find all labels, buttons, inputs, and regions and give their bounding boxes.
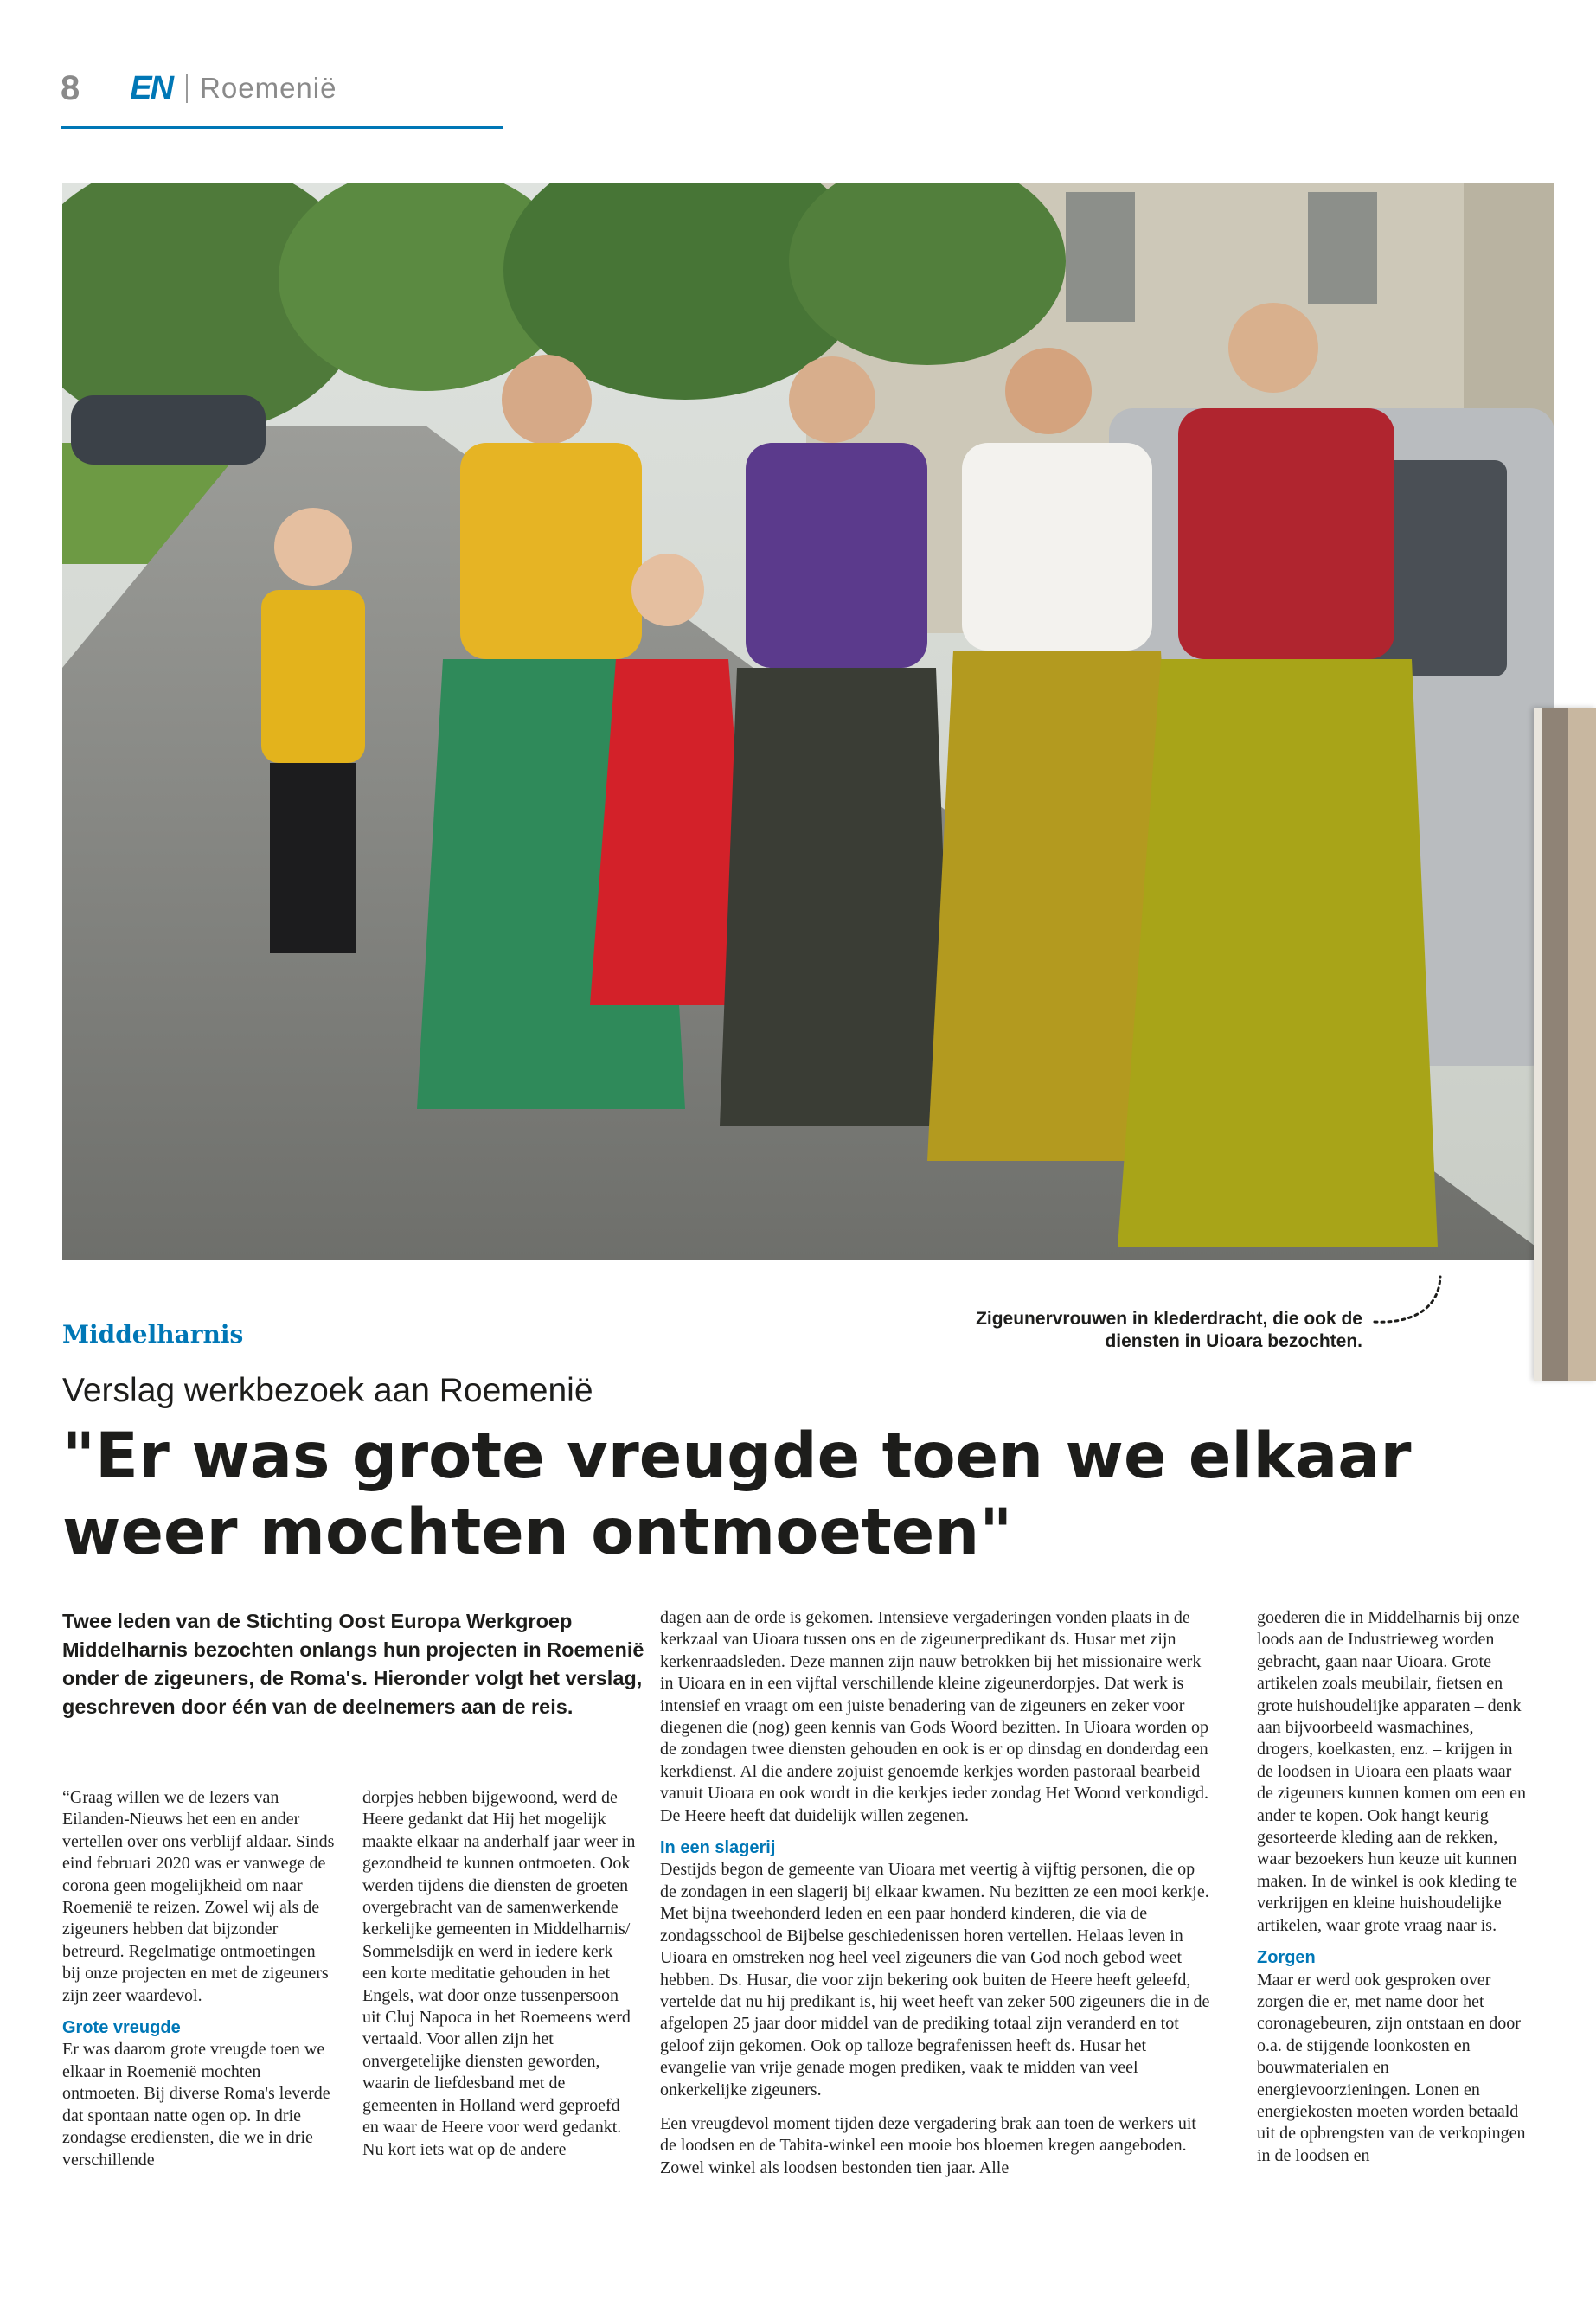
paragraph: goederen die in Middelharnis bij onze loods aan de Industrieweg worden gebracht, gaan naar Uioara. Grote artikelen zoals meubilair, fietsen en grote huishoudelijke apparaten – denk aan bijvoorbeeld wasmachines, drogers, koelkasten, enz. – krijgen in de loodsen in Uioara een plaats waar de zigeuners kunnen komen om een en ander te kopen. Ook hangt keurig gesorteerde kleding aan de rekken, waar bezoekers hun keuze uit kunnen maken. In de winkel is ook kleding te verkrijgen en kleine huishoudelijke artikelen, waar grote vraag naar is. — [1257, 1608, 1527, 1935]
header-divider — [186, 74, 188, 103]
body-column-1 — [62, 1787, 337, 2171]
paragraph: Nu kort iets wat op de andere — [362, 2139, 567, 2159]
article-headline: "Er was grote vreugde toen we elkaar weer mochten ontmoeten" — [62, 1420, 1412, 1569]
paragraph: dorpjes hebben bijgewoond, werd de Heere gedankt dat Hij het mogelijk maakte elkaar na anderhalf jaar weer in gezondheid te kunnen ontmoeten. Ook werden tijdens die diensten de groeten overgebracht van de samenwerkende kerkelijke gemeenten in Middelharnis/ Sommelsdijk en werd in iedere kerk een korte meditatie gehouden in het Engels, wat door onze tussenpersoon uit Cluj Napoca in het Roemeens werd vertaald. Voor allen zijn het onvergetelijke diensten geworden, waarin de liefdesband met de gemeenten in Holland werd geproefd en waar de Heere voor werd gedankt. — [362, 1788, 636, 2138]
section-label: Roemenië — [200, 72, 337, 104]
paragraph: dagen aan de orde is gekomen. Intensieve vergaderingen vonden plaats in de kerkzaal van Uioara tussen ons en de zigeunerpredikant ds. Husar met zijn kerkenraadsleden. Deze mannen zijn nauw betrokken bij het missionaire werk in Uioara en in een vijftal verschillende kleine zigeunerdorpjes. Dat werk is intensief en vraagt om een juiste benadering van de zigeuners en zeker voor diegenen die (nog) geen kennis van Gods Woord bezitten. In Uioara worden op de zondagen twee diensten gehouden en ook is er op dinsdag en donderdag een kerkdienst. Al die andere zojuist genoemde kerkjes worden pastoraal bearbeid vanuit Uioara en ook wordt in die kerkjes ieder zondag Het Woord verkondigd. De Heere heeft dat duidelijk willen zegenen. — [660, 1608, 1208, 1825]
caption-pointer-icon — [1371, 1272, 1449, 1332]
page-number: 8 — [61, 68, 80, 107]
paragraph: Een vreugdevol moment tijden deze vergadering brak aan toen de werkers uit de loodsen en de Tabita-winkel een mooie bos bloemen kregen aangeboden. Zowel winkel als loodsen bestonden tien jaar. Alle — [660, 2113, 1196, 2177]
paragraph: Er was daarom grote vreugde toen we elkaar in Roemenië mochten ontmoeten. Bij diverse Roma's leverde dat spontaan natte ogen op. In drie zondagse erediensten, die we in drie verschillende — [62, 2040, 330, 2170]
page-header — [61, 62, 337, 114]
photo-illustration — [62, 183, 1554, 1260]
header-rule — [61, 126, 503, 129]
body-column-4 — [1257, 1607, 1530, 2167]
newspaper-logo: EN — [130, 69, 173, 106]
paragraph: “Graag willen we de lezers van Eilanden-Nieuws het een en ander vertellen over ons verblijf aldaar. Sinds eind februari 2020 was er vanwege de corona geen mogelijkheid om naar Roemenië te reizen. Zowel wij als de zigeuners hebben dat bijzonder betreurd. Regelmatige ontmoetingen bij onze projecten en met de zigeuners zijn zeer waardevol. — [62, 1788, 335, 2005]
article-subhead: Verslag werkbezoek aan Roemenië — [62, 1372, 593, 1409]
article-kicker: Middelharnis — [62, 1320, 244, 1349]
main-photo — [62, 183, 1554, 1260]
photo-caption: Zigeunervrouwen in klederdracht, die ook de diensten in Uioara bezochten. — [976, 1309, 1362, 1351]
body-column-3 — [660, 1607, 1214, 2179]
subheading-zorgen: Zorgen — [1257, 1948, 1316, 1968]
body-column-2 — [362, 1787, 638, 2161]
adjacent-page-photo — [1534, 708, 1596, 1381]
article-intro: Twee leden van de Stichting Oost Europa Werkgroep Middelharnis bezochten onlangs hun projecten in Roemenië onder de zigeuners, de Roma's. Hieronder volgt het verslag, geschreven door één van de deelnemers aan de reis. — [62, 1610, 644, 1718]
subheading-grote-vreugde: Grote vreugde — [62, 2018, 181, 2038]
paragraph: Maar er werd ook gesproken over zorgen die er, met name door het coronagebeuren, zijn ontstaan en door o.a. de stijgende loonkosten en bouwmaterialen en energievoorzieningen. Lonen en energiekosten moeten worden betaald uit de opbrengsten van de verkopingen in de loodsen en — [1257, 1970, 1526, 2165]
paragraph: Destijds begon de gemeente van Uioara met veertig à vijftig personen, die op de zondagen in een slagerij bij elkaar kwamen. Nu bezitten ze een mooi kerkje. Met bijna tweehonderd leden en een paar honderd kinderen, die via de zondagsschool de Bijbelse geschiedenissen horen vertellen. Helaas leven in Uioara en omstreken nog heel veel zigeuners die van God noch gebod weet hebben. Ds. Husar, die voor zijn bekering ook buiten de Heere heeft geleefd, vertelde dat nu hij predikant is, hij weet heeft van zeker 500 zigeuners die in de afgelopen 25 jaar door middel van de prediking totaal zijn veranderd en tot geloof zijn gekomen. Ook op talloze begrafenissen heeft ds. Husar het evangelie van vrije genade mogen prediken, vaak te midden van veel onkerkelijke zigeuners. — [660, 1860, 1210, 2099]
subheading-in-een-slagerij: In een slagerij — [660, 1838, 776, 1858]
